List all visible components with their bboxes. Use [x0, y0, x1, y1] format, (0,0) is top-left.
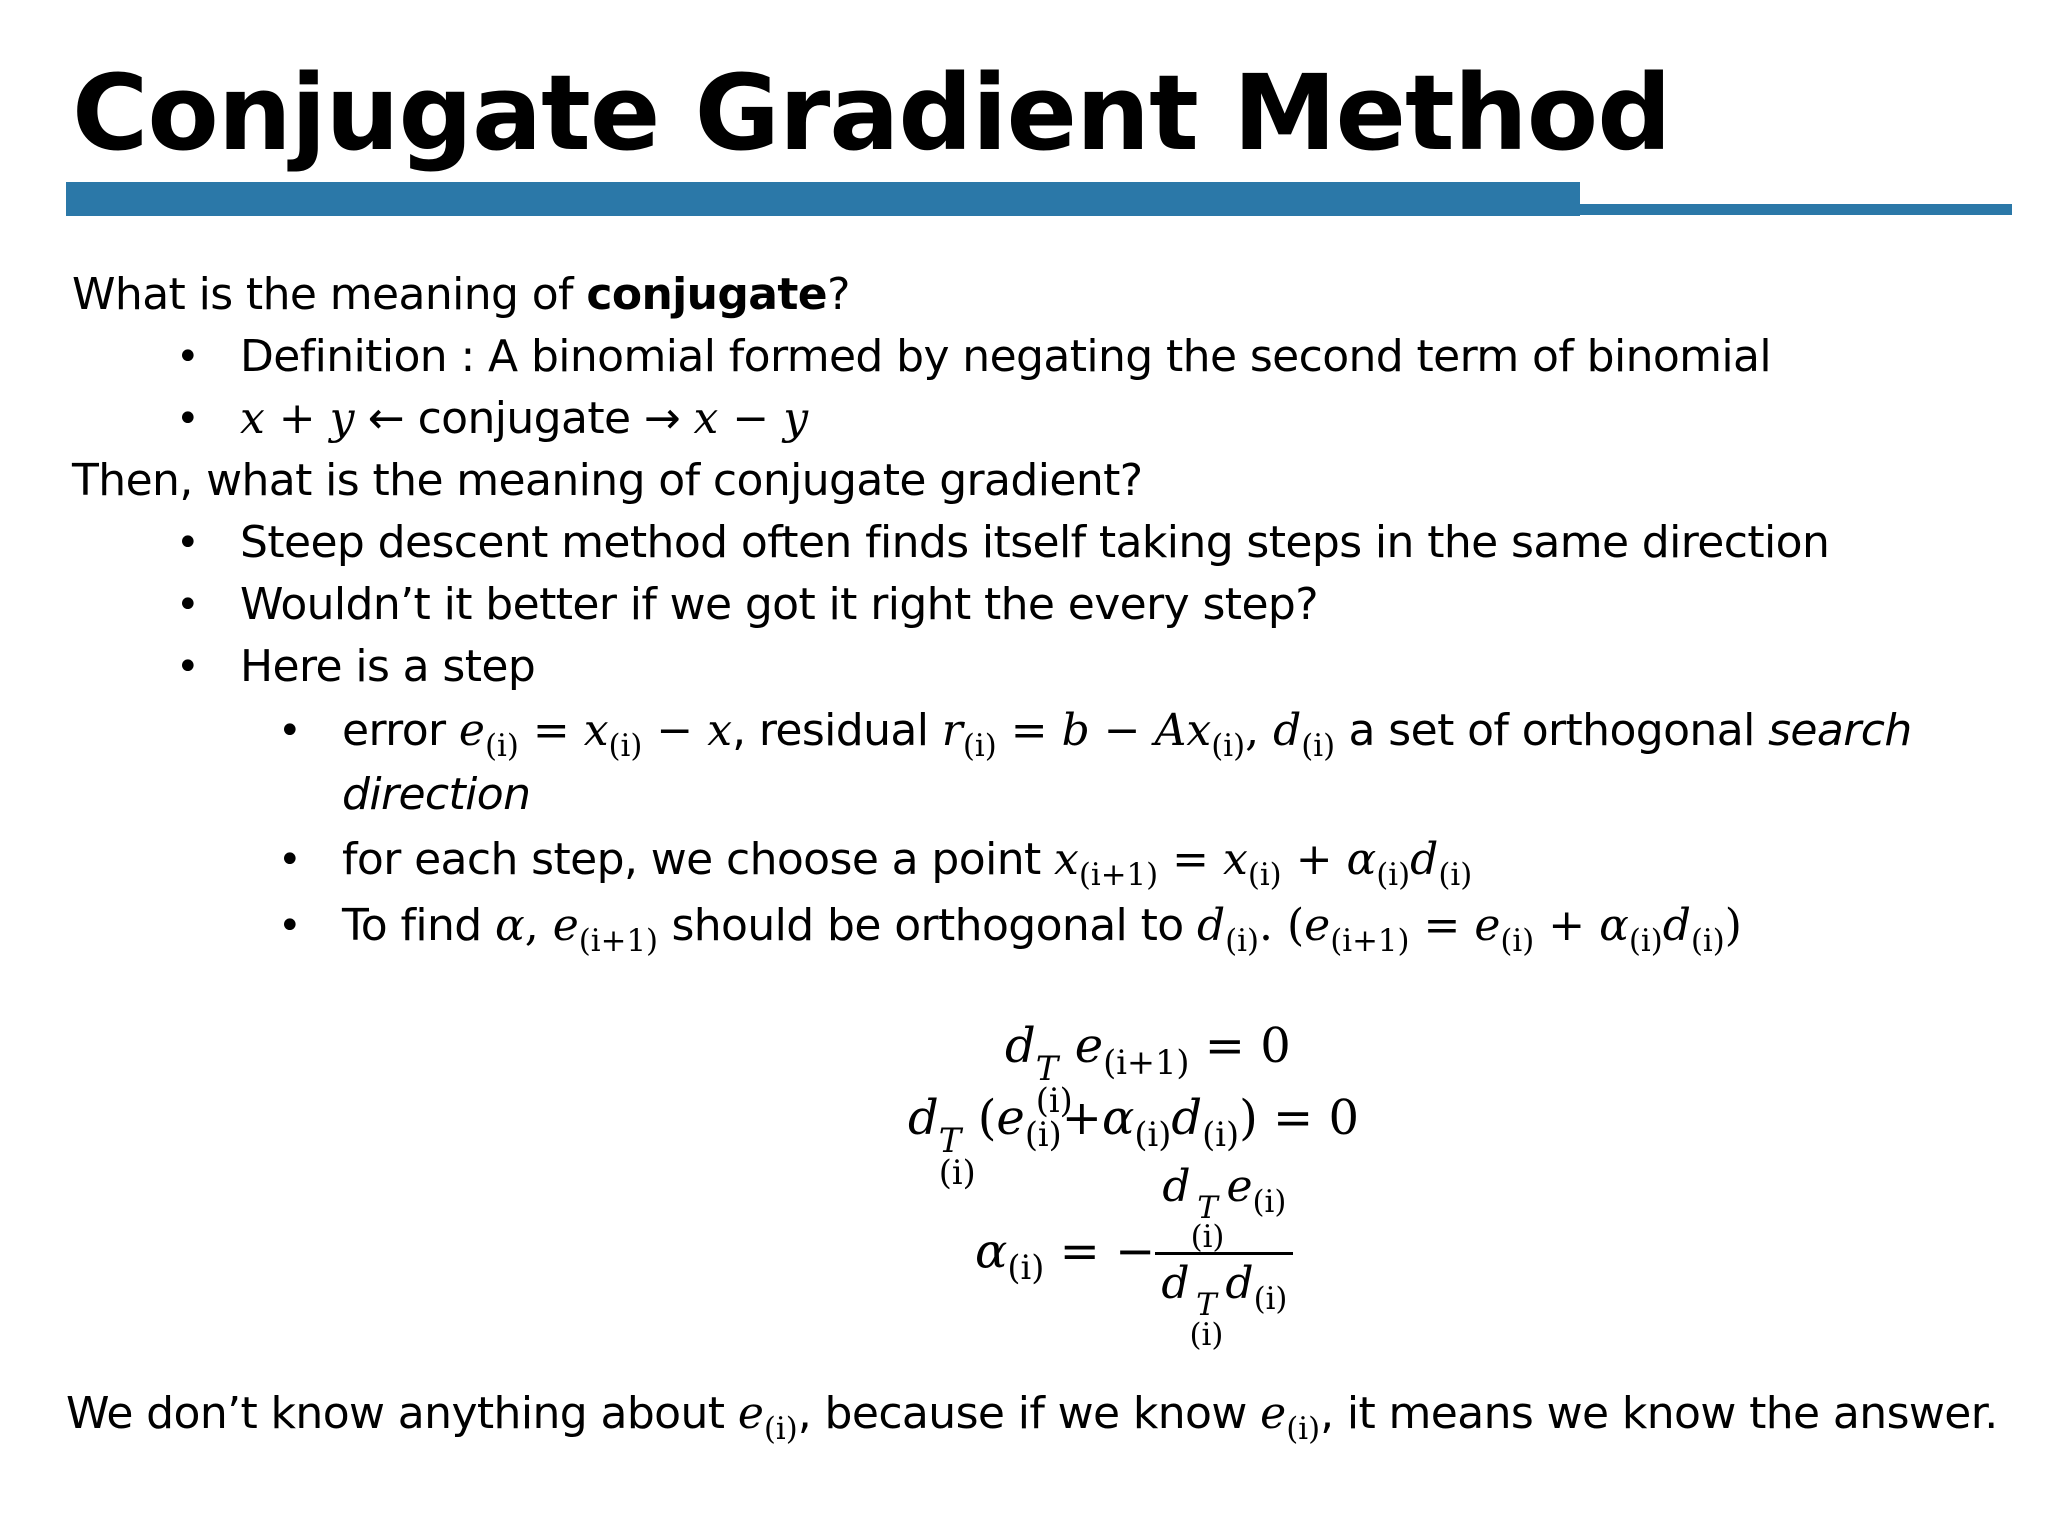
- sub-i: (i): [1286, 1410, 1321, 1447]
- title-underline-thick: [66, 182, 1580, 216]
- footer-suffix: , it means we know the answer.: [1320, 1388, 1998, 1439]
- right-arrow-icon: →: [630, 393, 694, 444]
- equation-alpha: [975, 1160, 1293, 1353]
- alpha-fraction: [1155, 1160, 1293, 1353]
- example-word: conjugate: [417, 393, 631, 444]
- sub-bullet-error-residual: [342, 703, 1912, 774]
- sub-i: (i): [1301, 727, 1336, 764]
- sym-alpha: α: [1346, 834, 1377, 885]
- footer-prefix: We don’t know anything about: [66, 1388, 738, 1439]
- plus: +: [1281, 834, 1347, 885]
- sym-d: d: [1273, 705, 1302, 756]
- sub-i: (i): [1225, 922, 1259, 959]
- sub-i: (i): [1253, 1281, 1288, 1318]
- sub-i: (i): [1189, 1316, 1224, 1353]
- sub-bullet-dot: •: [278, 708, 302, 754]
- bullet-dot: •: [176, 582, 200, 628]
- math-x-plus-y: x + y: [240, 393, 355, 444]
- sub-i: (i): [962, 727, 997, 764]
- sym-e: e: [1304, 900, 1331, 951]
- equals-negative: = −: [1044, 1223, 1156, 1280]
- residual-label: , residual: [732, 705, 942, 756]
- sup-T: T: [1197, 1189, 1218, 1226]
- sup-T: T: [1196, 1287, 1217, 1324]
- bullet-conjugate-example: [240, 391, 808, 447]
- equals: =: [1257, 1090, 1329, 1146]
- sym-x: x: [1186, 705, 1212, 756]
- fraction-denominator: [1155, 1255, 1293, 1353]
- period: .: [1259, 900, 1287, 951]
- sym-e: e: [1074, 1018, 1104, 1074]
- minus: −: [1089, 705, 1155, 756]
- sub-i: (i): [1190, 1219, 1225, 1256]
- sub-i: (i): [1035, 1081, 1073, 1121]
- sub-i: (i): [1134, 1114, 1172, 1154]
- title-underline-thin: [1580, 204, 2012, 215]
- bullet-definition: Definition : A binomial formed by negating the second term of binomial: [240, 331, 1772, 382]
- zero: 0: [1260, 1018, 1291, 1074]
- sym-r: r: [941, 705, 963, 756]
- direction-word: direction: [342, 769, 531, 820]
- close-paren: ): [1239, 1090, 1258, 1146]
- step-text: for each step, we choose a point: [342, 834, 1055, 885]
- sym-alpha: α: [1102, 1090, 1135, 1146]
- sub-bullet-dot: •: [278, 903, 302, 949]
- plus: +: [1534, 900, 1600, 951]
- sub-i: (i): [484, 727, 519, 764]
- sub-i: (i): [1007, 1248, 1045, 1288]
- bullet-every-step: Wouldn’t it better if we got it right the every step?: [240, 579, 1318, 630]
- equals: =: [1189, 1018, 1261, 1074]
- equals: =: [996, 705, 1062, 756]
- sub-i: (i): [1500, 922, 1535, 959]
- sub-i: (i): [1202, 1114, 1240, 1154]
- sub-i: (i): [1247, 856, 1282, 893]
- sym-d: d: [1161, 1258, 1190, 1310]
- left-arrow-icon: ←: [354, 393, 418, 444]
- sup-sub-stack: [938, 1121, 976, 1193]
- sym-x: x: [1222, 834, 1248, 885]
- comma: ,: [524, 900, 553, 951]
- sub-i: (i): [1376, 856, 1411, 893]
- footer-statement: [66, 1386, 1998, 1457]
- bullet-dot: •: [176, 334, 200, 380]
- sym-e: e: [1226, 1161, 1253, 1212]
- close-paren: ): [1724, 900, 1742, 951]
- search-word: search: [1768, 705, 1912, 756]
- bullet-dot: •: [176, 644, 200, 690]
- bullet-steep-descent: Steep descent method often finds itself taking steps in the same direction: [240, 517, 1830, 568]
- sub-i1: (i+1): [1078, 856, 1159, 893]
- sym-alpha: α: [495, 900, 525, 951]
- sub-i: (i): [1690, 922, 1725, 959]
- question-conjugate-gradient: Then, what is the meaning of conjugate gradient?: [72, 455, 1143, 506]
- bullet-dot: •: [176, 396, 200, 442]
- sym-d: d: [1196, 900, 1226, 951]
- footer-mid: , because if we know: [797, 1388, 1261, 1439]
- sym-alpha: α: [975, 1223, 1008, 1280]
- sub-i: (i): [608, 727, 643, 764]
- sym-d: d: [1225, 1258, 1254, 1310]
- sub-i1: (i+1): [1103, 1042, 1190, 1082]
- sym-d: d: [1005, 1018, 1036, 1074]
- minus: −: [642, 705, 708, 756]
- sym-x: x: [1054, 834, 1079, 885]
- question-prefix: What is the meaning of: [72, 269, 587, 320]
- sym-alpha: α: [1599, 900, 1629, 951]
- sub-i: (i): [1211, 727, 1246, 764]
- open-paren: (: [1286, 900, 1305, 951]
- sym-d: d: [1171, 1090, 1203, 1146]
- open-paren: (: [977, 1090, 997, 1146]
- find-mid: should be orthogonal to: [658, 900, 1197, 951]
- question-suffix: ?: [827, 269, 850, 320]
- sup-T: T: [938, 1121, 962, 1161]
- slide-title: Conjugate Gradient Method: [72, 52, 1671, 174]
- sym-x: x: [707, 705, 733, 756]
- math-x-minus-y: x − y: [693, 393, 809, 444]
- sub-i1: (i+1): [1330, 922, 1410, 959]
- sym-e: e: [1260, 1388, 1287, 1439]
- question-conjugate: [72, 267, 850, 323]
- sym-A: A: [1154, 705, 1187, 756]
- sub-i1: (i+1): [578, 922, 659, 959]
- zero: 0: [1328, 1090, 1360, 1146]
- sym-d: d: [908, 1090, 939, 1146]
- sym-d: d: [1662, 900, 1691, 951]
- sym-e: e: [458, 705, 485, 756]
- sub-bullet-step-point: [342, 832, 1472, 903]
- sub-bullet-direction-wrap: [342, 767, 530, 823]
- sub-i: (i): [763, 1410, 798, 1447]
- sym-e: e: [1474, 900, 1501, 951]
- sup-T: T: [1035, 1049, 1059, 1089]
- sup-sub-stack: [1189, 1287, 1224, 1353]
- equals: =: [518, 705, 584, 756]
- sub-bullet-dot: •: [278, 837, 302, 883]
- sub-i: (i): [1252, 1183, 1287, 1220]
- equation-expanded: d T (i) $(e_{(i)}+\alpha_{(i)}d_{(i)}) = 0$: [908, 1090, 1360, 1193]
- bullet-dot: •: [176, 520, 200, 566]
- sub-i: (i): [1438, 856, 1473, 893]
- equals: =: [1158, 834, 1223, 885]
- fraction-numerator: [1155, 1160, 1293, 1255]
- sup-sub-stack: [1190, 1189, 1225, 1256]
- sym-d: d: [1410, 834, 1439, 885]
- sym-e: e: [737, 1388, 764, 1439]
- orthogonal-text: a set of orthogonal: [1335, 705, 1769, 756]
- comma: ,: [1245, 705, 1274, 756]
- find-prefix: To find: [342, 900, 496, 951]
- question-bold-term: conjugate: [586, 269, 828, 320]
- sub-bullet-find-alpha: [342, 898, 1742, 969]
- sym-d: d: [1162, 1161, 1191, 1212]
- bullet-here-is-a-step: Here is a step: [240, 641, 536, 692]
- sym-e: e: [996, 1090, 1025, 1146]
- equals: =: [1409, 900, 1475, 951]
- sub-i: (i): [1024, 1114, 1062, 1154]
- sub-i: (i): [1628, 922, 1663, 959]
- error-label: error: [342, 705, 459, 756]
- sym-b: b: [1061, 705, 1090, 756]
- sym-e: e: [552, 900, 579, 951]
- sub-i: (i): [938, 1153, 976, 1193]
- sym-x: x: [583, 705, 609, 756]
